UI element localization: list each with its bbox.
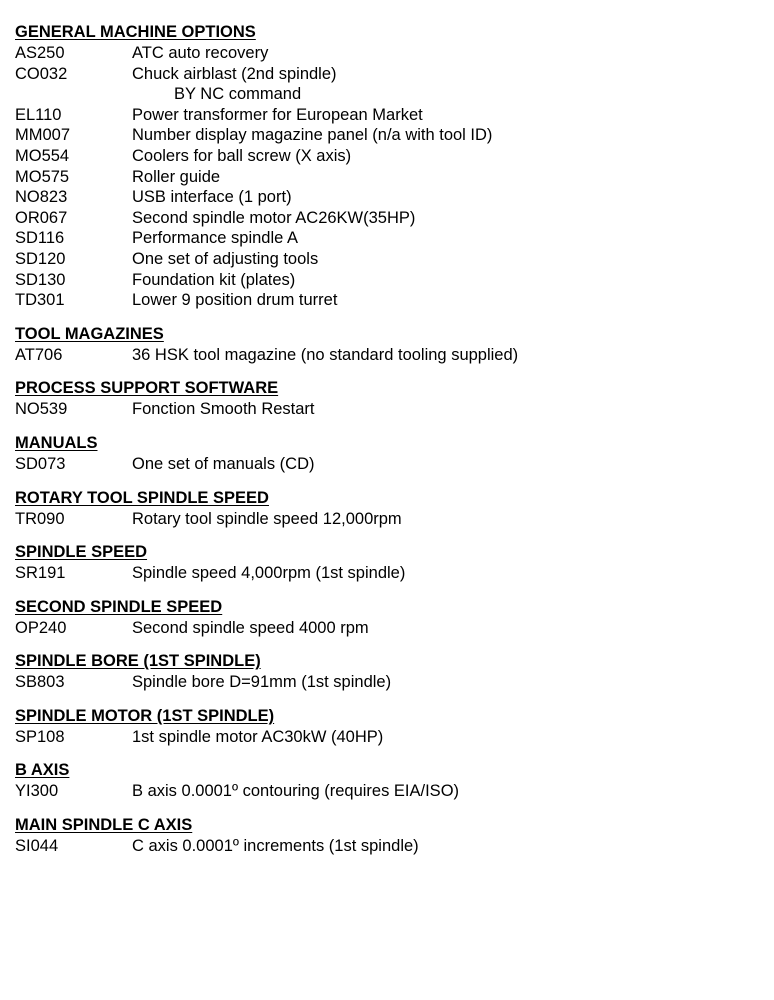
option-code: TR090 — [15, 509, 65, 528]
option-row — [15, 43, 755, 64]
option-row — [15, 228, 755, 249]
option-code: YI300 — [15, 782, 59, 801]
option-code: AT706 — [15, 345, 63, 364]
option-description: Power transformer for European Market — [132, 105, 423, 124]
option-row — [15, 249, 755, 270]
section-manuals — [15, 432, 755, 475]
option-code: SD120 — [15, 249, 66, 268]
option-description: Rotary tool spindle speed 12,000rpm — [132, 509, 402, 528]
option-description: 36 HSK tool magazine (no standard tooling supplied) — [132, 345, 519, 364]
section-rotary-tool-spindle-speed — [15, 487, 755, 530]
option-row — [15, 345, 755, 366]
option-description: Spindle speed 4,000rpm (1st spindle) — [132, 564, 406, 583]
option-description: One set of adjusting tools — [132, 249, 319, 268]
option-description: Spindle bore D=91mm (1st spindle) — [132, 673, 392, 692]
section-heading: SECOND SPINDLE SPEED — [15, 597, 223, 616]
section-spindle-motor — [15, 705, 755, 748]
section-heading: SPINDLE MOTOR (1ST SPINDLE) — [15, 706, 275, 725]
option-code: NO823 — [15, 188, 68, 207]
option-code: MO575 — [15, 167, 70, 186]
option-row — [15, 454, 755, 475]
section-main-spindle-c-axis — [15, 814, 755, 857]
option-description: One set of manuals (CD) — [132, 454, 315, 473]
option-code: SP108 — [15, 727, 65, 746]
option-code: SR191 — [15, 564, 66, 583]
option-code: OR067 — [15, 208, 68, 227]
option-code: NO539 — [15, 400, 68, 419]
option-description: B axis 0.0001º contouring (requires EIA/ISO) — [132, 782, 460, 801]
option-code: TD301 — [15, 291, 65, 310]
option-description: Lower 9 position drum turret — [132, 291, 338, 310]
option-description: Performance spindle A — [132, 229, 299, 248]
option-row — [15, 563, 755, 584]
section-second-spindle-speed — [15, 596, 755, 639]
option-row — [15, 125, 755, 146]
option-code: MO554 — [15, 146, 70, 165]
option-code: MM007 — [15, 126, 71, 145]
option-row — [15, 399, 755, 420]
section-b-axis — [15, 759, 755, 802]
option-row — [15, 836, 755, 857]
option-description-group — [132, 64, 755, 105]
option-code: SD073 — [15, 454, 66, 473]
option-row — [15, 105, 755, 126]
option-code: SB803 — [15, 673, 65, 692]
option-description: 1st spindle motor AC30kW (40HP) — [132, 727, 384, 746]
option-description: Fonction Smooth Restart — [132, 400, 315, 419]
option-row — [15, 187, 755, 208]
option-code: AS250 — [15, 44, 65, 62]
option-row — [15, 781, 755, 802]
section-heading: MANUALS — [15, 433, 98, 452]
section-heading: MAIN SPINDLE C AXIS — [15, 816, 193, 835]
option-row — [15, 167, 755, 188]
option-description: Roller guide — [132, 167, 221, 186]
section-spindle-bore — [15, 650, 755, 693]
option-row — [15, 64, 755, 105]
section-heading: GENERAL MACHINE OPTIONS — [15, 23, 256, 41]
option-row — [15, 672, 755, 693]
option-row — [15, 146, 755, 167]
option-description: Chuck airblast (2nd spindle) — [132, 64, 337, 83]
section-heading: SPINDLE BORE (1ST SPINDLE) — [15, 652, 261, 671]
option-description: Number display magazine panel (n/a with tool ID) — [132, 126, 493, 145]
section-process-support-software — [15, 377, 755, 420]
option-description: Second spindle speed 4000 rpm — [132, 618, 369, 637]
option-row — [15, 727, 755, 748]
option-description: C axis 0.0001º increments (1st spindle) — [132, 837, 419, 856]
option-code: EL110 — [15, 105, 62, 124]
section-general-machine-options — [15, 21, 755, 311]
option-code: SD130 — [15, 270, 66, 289]
option-description: Second spindle motor AC26KW(35HP) — [132, 208, 416, 227]
option-description: ATC auto recovery — [132, 44, 269, 62]
section-spindle-speed — [15, 541, 755, 584]
option-description-continuation: BY NC command — [174, 85, 302, 104]
section-tool-magazines — [15, 323, 755, 366]
option-code: SI044 — [15, 837, 59, 856]
section-heading: SPINDLE SPEED — [15, 543, 148, 562]
option-row — [15, 290, 755, 311]
option-row — [15, 618, 755, 639]
option-code: OP240 — [15, 618, 67, 637]
section-heading: TOOL MAGAZINES — [15, 324, 164, 343]
option-description: Coolers for ball screw (X axis) — [132, 146, 352, 165]
section-heading: B AXIS — [15, 761, 70, 780]
section-heading: PROCESS SUPPORT SOFTWARE — [15, 379, 279, 398]
option-description: USB interface (1 port) — [132, 188, 292, 207]
option-row — [15, 208, 755, 229]
option-row — [15, 270, 755, 291]
section-heading: ROTARY TOOL SPINDLE SPEED — [15, 488, 269, 507]
option-row — [15, 509, 755, 530]
option-code: CO032 — [15, 64, 68, 83]
option-description: Foundation kit (plates) — [132, 270, 296, 289]
options-document — [15, 21, 755, 857]
option-code: SD116 — [15, 229, 65, 248]
